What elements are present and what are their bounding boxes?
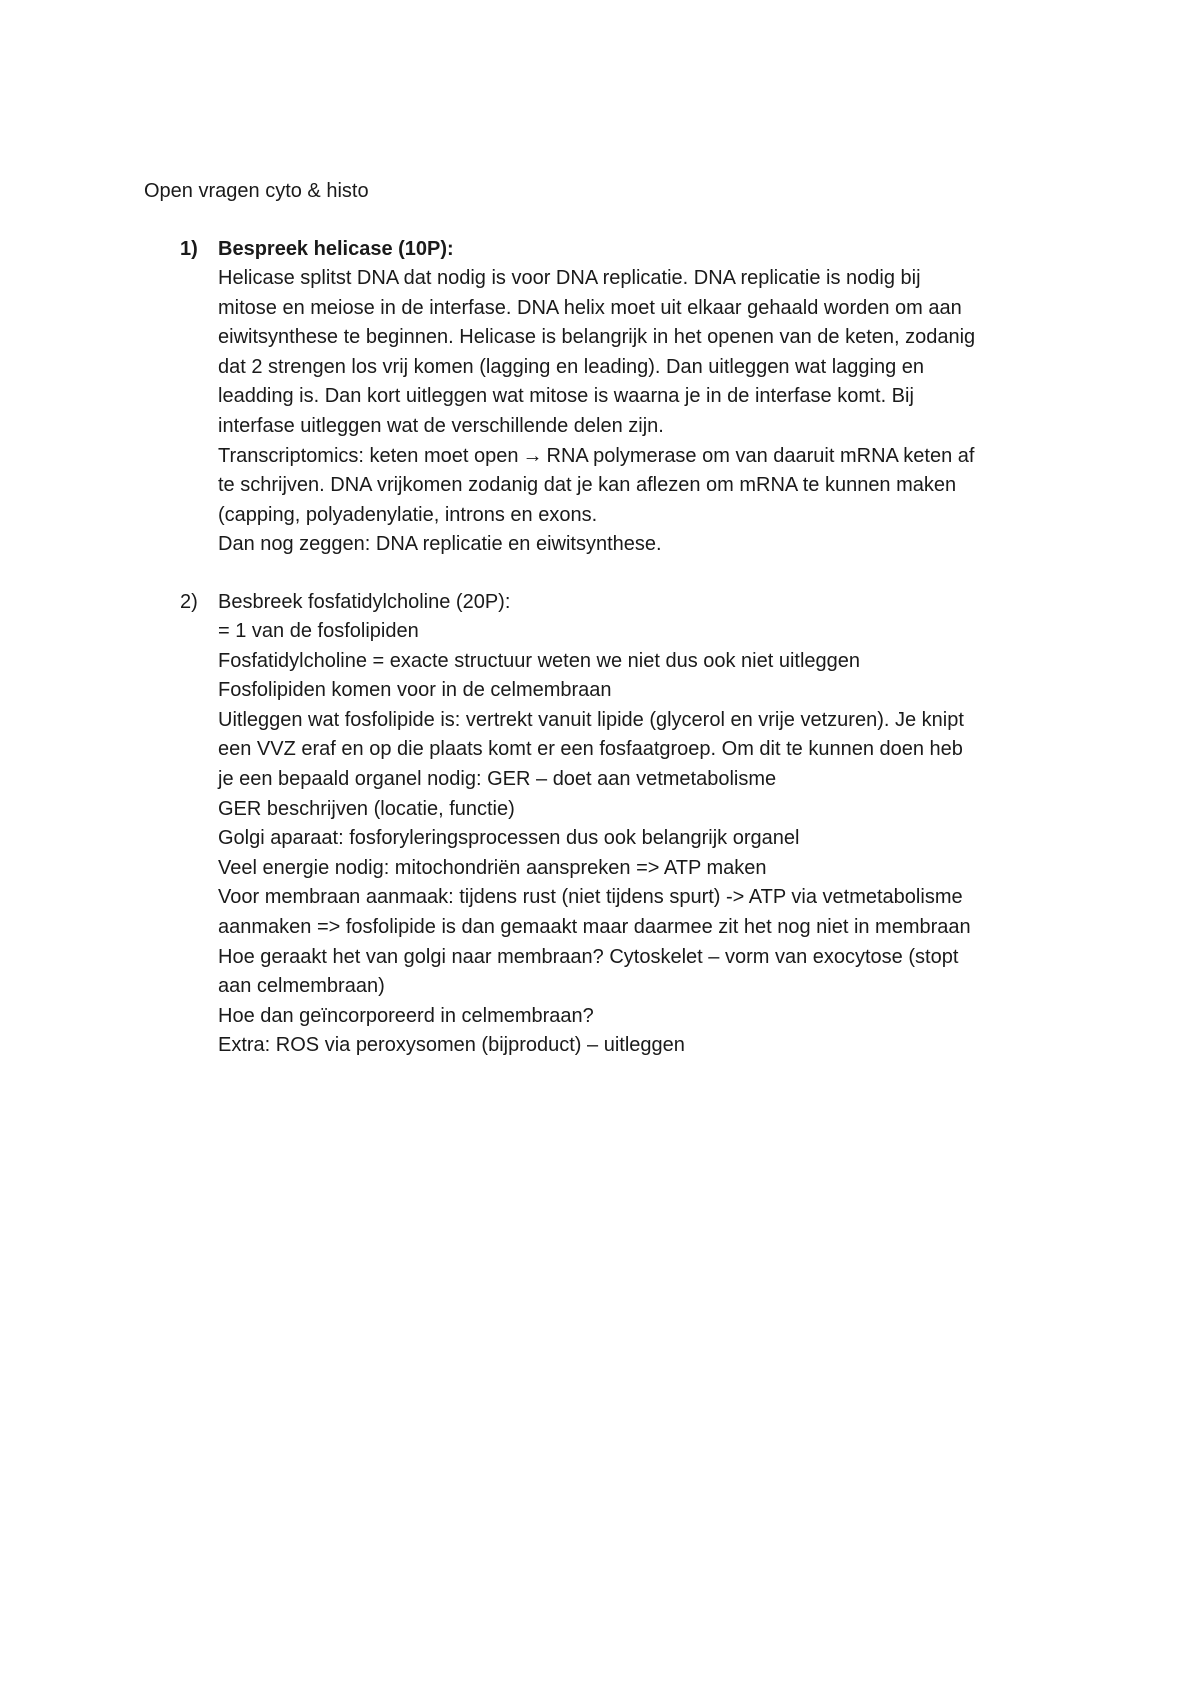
- answer-line: GER beschrijven (locatie, functie): [218, 797, 515, 820]
- question-number: 2): [180, 591, 198, 613]
- answer-line: Uitleggen wat fosfolipide is: vertrekt vanuit lipide (glycerol en vrije vetzuren). Je knipt: [218, 708, 964, 731]
- right-arrow-icon: →: [522, 444, 543, 467]
- answer-line: Extra: ROS via peroxysomen (bijproduct) – uitleggen: [218, 1034, 685, 1057]
- answer-line-transcriptomics: [218, 442, 1080, 472]
- answer-line: Veel energie nodig: mitochondriën aanspreken => ATP maken: [218, 856, 767, 879]
- answer-line: een VVZ eraf en op die plaats komt er een fosfaatgroep. Om dit te kunnen doen heb: [218, 738, 963, 761]
- answer-line: aanmaken => fosfolipide is dan gemaakt maar daarmee zit het nog niet in membraan: [218, 915, 971, 938]
- question-heading: Besbreek fosfatidylcholine (20P):: [218, 591, 511, 613]
- answer-line: Hoe geraakt het van golgi naar membraan? Cytoskelet – vorm van exocytose (stopt: [218, 945, 959, 968]
- question-number: 1): [180, 238, 198, 260]
- answer-line: Dan nog zeggen: DNA replicatie en eiwitsynthese.: [218, 533, 662, 556]
- answer-line: Fosfatidylcholine = exacte structuur weten we niet dus ook niet uitleggen: [218, 649, 861, 672]
- answer-line: Golgi aparaat: fosforyleringsprocessen dus ook belangrijk organel: [218, 827, 800, 850]
- transcriptomics-text: RNA polymerase om van daaruit mRNA keten af: [546, 444, 975, 467]
- answer-line: leadding is. Dan kort uitleggen wat mitose is waarna je in de interfase komt. Bij: [218, 385, 914, 408]
- question-heading: Bespreek helicase (10P):: [218, 238, 454, 260]
- document-title: Open vragen cyto & histo: [144, 180, 369, 202]
- answer-line: dat 2 strengen los vrij komen (lagging en leading). Dan uitleggen wat lagging en: [218, 355, 925, 378]
- answer-line: je een bepaald organel nodig: GER – doet aan vetmetabolisme: [218, 767, 777, 790]
- answer-line: Voor membraan aanmaak: tijdens rust (niet tijdens spurt) -> ATP via vetmetabolisme: [218, 886, 963, 909]
- answer-line: Hoe dan geïncorporeerd in celmembraan?: [218, 1004, 594, 1027]
- answer-line: te schrijven. DNA vrijkomen zodanig dat je kan aflezen om mRNA te kunnen maken: [218, 474, 957, 497]
- answer-line: = 1 van de fosfolipiden: [218, 620, 419, 642]
- answer-line: mitose en meiose in de interfase. DNA helix moet uit elkaar gehaald worden om aan: [218, 296, 962, 319]
- transcriptomics-text: Transcriptomics: keten moet open: [218, 444, 519, 467]
- answer-line: Helicase splitst DNA dat nodig is voor DNA replicatie. DNA replicatie is nodig bij: [218, 267, 921, 289]
- answer-line: (capping, polyadenylatie, introns en exons.: [218, 503, 598, 526]
- answer-line: interfase uitleggen wat de verschillende delen zijn.: [218, 414, 664, 437]
- answer-line: Fosfolipiden komen voor in de celmembraan: [218, 679, 612, 702]
- question-answer: [218, 617, 1080, 1061]
- question-answer: [218, 264, 1080, 560]
- answer-line: eiwitsynthese te beginnen. Helicase is belangrijk in het openen van de keten, zodanig: [218, 326, 976, 349]
- answer-line: aan celmembraan): [218, 975, 385, 998]
